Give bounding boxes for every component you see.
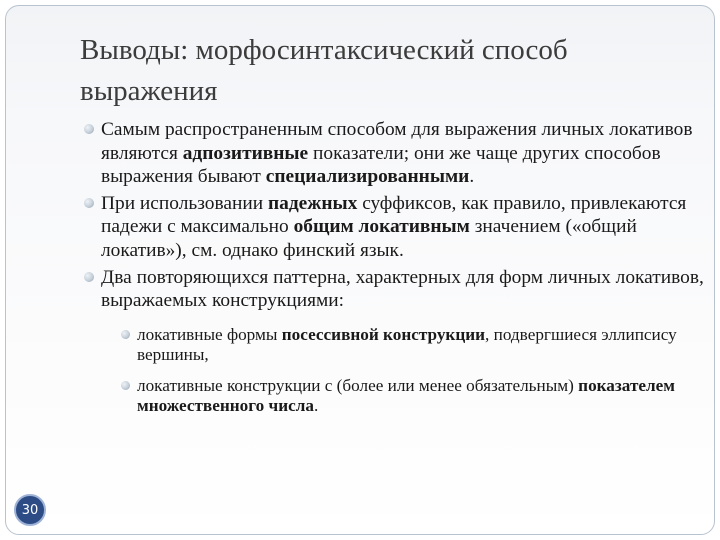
text-segment: локативные конструкции с (более или менее обязательным): [137, 375, 579, 395]
bullet-dot-icon: [84, 198, 94, 208]
text-segment: Самым распространенным способом для выражения личных локативов являются: [101, 119, 693, 164]
emphasized-text: падежных: [267, 192, 358, 214]
emphasized-text: адпозитивные: [182, 142, 309, 164]
sub-bullet-item: [121, 376, 704, 417]
bullet-text: [101, 193, 686, 261]
text-segment: локативные формы: [137, 324, 282, 344]
sub-bullet-dot-icon: [121, 330, 130, 339]
page-number-badge: 30: [14, 494, 46, 526]
text-segment: суффиксов, как правило, привлекаются падежи с максимально: [101, 192, 687, 238]
sub-bullet-text: [137, 376, 675, 416]
emphasized-text: показателем множественного числа: [137, 375, 676, 416]
text-segment: При использовании: [101, 192, 268, 214]
emphasized-text: посессивной конструкции: [281, 324, 486, 344]
text-segment: .: [313, 396, 319, 416]
slide-title: Выводы: морфосинтаксический способ выражения: [80, 34, 568, 107]
bullet-list: [84, 118, 704, 427]
text-segment: , подвергшиеся эллипсису вершины,: [137, 324, 677, 365]
text-segment: .: [469, 166, 475, 188]
sub-bullet-text: [137, 325, 677, 365]
text-segment: Два повторяющихся паттерна, характерных для форм личных локативов, выражаемых конструкциями:: [101, 266, 704, 312]
text-segment: показатели; они же чаще других способов выражения бывают: [101, 142, 661, 188]
bullet-dot-icon: [84, 272, 94, 282]
sub-bullet-list: [101, 325, 704, 417]
sub-bullet-item: [121, 325, 704, 366]
bullet-text: [101, 119, 693, 187]
emphasized-text: специализированными: [265, 166, 470, 188]
bullet-text: [101, 267, 704, 312]
bullet-dot-icon: [84, 124, 94, 134]
emphasized-text: общим локативным: [293, 216, 470, 238]
sub-bullet-dot-icon: [121, 381, 130, 390]
bullet-item: [84, 192, 704, 263]
text-segment: значением («общий локатив»), см. однако финский язык.: [101, 216, 637, 261]
bullet-item: [84, 266, 704, 417]
bullet-item: [84, 118, 704, 189]
